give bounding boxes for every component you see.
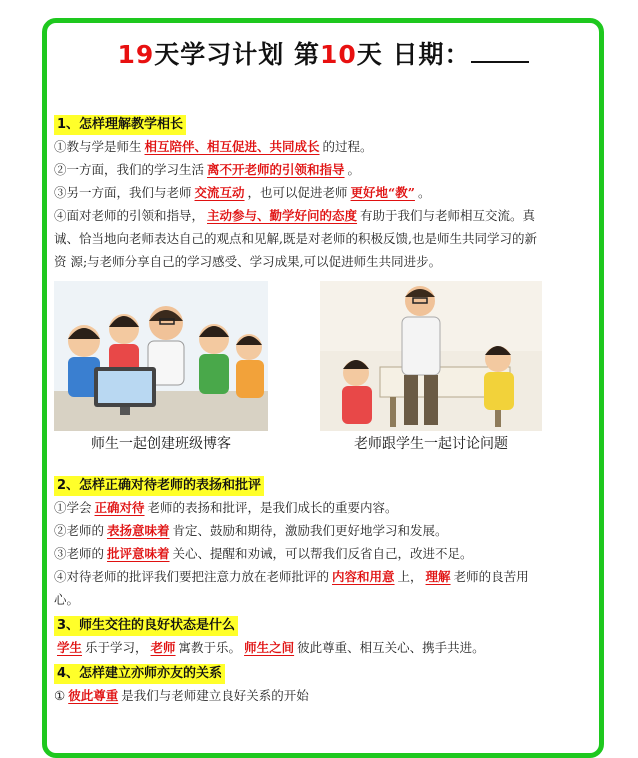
s3-line-1	[54, 636, 546, 659]
s2-l4-mid: 上，	[397, 569, 423, 584]
illustration-class-blog	[54, 281, 268, 452]
discussion-image	[320, 281, 542, 431]
page-title	[47, 35, 599, 71]
s2-l4-answer-1: 内容和用意	[332, 569, 395, 584]
s2-l2-answer: 表扬意味着	[107, 523, 170, 538]
s3-answer-1: 学生	[57, 640, 83, 655]
title-text-2: 天 日期：	[356, 40, 471, 69]
s1-l1-answer: 相互陪伴、相互促进、共同成长	[144, 139, 320, 154]
illustrations	[54, 281, 546, 469]
section-4	[54, 661, 546, 707]
worksheet-content	[54, 112, 546, 707]
s2-line-2	[54, 519, 546, 542]
s3-mid-1: 乐于学习，	[85, 640, 148, 655]
s1-l3-answer-2: 更好地“教”	[350, 185, 415, 200]
section-4-heading: 4、怎样建立亦师亦友的关系	[54, 664, 225, 684]
s3-answer-3: 师生之间	[244, 640, 295, 655]
s2-line-4	[54, 565, 546, 611]
s1-l2-tail: 。	[347, 162, 361, 177]
s1-l2-answer: 离不开老师的引领和指导	[207, 162, 345, 177]
s1-l4-answer: 主动参与、勤学好问的态度	[207, 208, 358, 223]
s3-tail: 彼此尊重、相互关心、携手共进。	[297, 640, 485, 655]
s1-l1-tail: 的过程。	[322, 139, 373, 154]
class-blog-caption: 师生一起创建班级博客	[91, 436, 231, 452]
s4-l1-tail: 是我们与老师建立良好关系的开始	[121, 688, 309, 703]
s2-l4-text: ④对待老师的批评我们要把注意力放在老师批评的	[54, 569, 330, 584]
class-blog-image	[54, 281, 268, 431]
s2-line-3	[54, 542, 546, 565]
s1-l3-mid: ，也可以促进老师	[247, 185, 348, 200]
s2-l3-tail: 关心、提醒和劝诫，可以帮我们反省自己，改进不足。	[172, 546, 473, 561]
s2-l2-tail: 肯定、鼓励和期待，激励我们更好地学习和发展。	[172, 523, 448, 538]
s2-l1-answer: 正确对待	[94, 500, 145, 515]
s2-l3-text: ③老师的	[54, 546, 105, 561]
s2-l1-text: ①学会	[54, 500, 92, 515]
s1-l1-text: ①教与学是师生	[54, 139, 142, 154]
s1-l3-tail: 。	[417, 185, 431, 200]
s1-line-2	[54, 158, 546, 181]
s2-l4-answer-2: 理解	[425, 569, 451, 584]
s1-l4-text: ④面对老师的引领和指导，	[54, 208, 205, 223]
s1-line-1	[54, 135, 546, 158]
section-2-heading: 2、怎样正确对待老师的表扬和批评	[54, 476, 264, 496]
discussion-caption: 老师跟学生一起讨论问题	[354, 436, 508, 452]
s1-line-4	[54, 204, 546, 273]
section-1-heading: 1、怎样理解教学相长	[54, 115, 186, 135]
section-2	[54, 473, 546, 611]
s2-l1-tail: 老师的表扬和批评，是我们成长的重要内容。	[147, 500, 398, 515]
section-1	[54, 112, 546, 273]
s1-l4-tail: 有助于我们与老师相互交流。真 诚、恰当地向老师表达自己的观点和见解,既是对老师的积极反馈,也是师生共同学习的新资 源;与老师分享自己的学习感受、学习成果,可以促进师生共同进步。	[54, 208, 537, 269]
section-3-heading: 3、师生交往的良好状态是什么	[54, 616, 238, 636]
s2-l4-tail: 老师的良苦用心。	[54, 569, 529, 607]
title-text-1: 天学习计划 第	[154, 40, 320, 69]
s4-l1-text: ①	[54, 688, 66, 703]
title-day-number: 10	[320, 40, 357, 69]
s1-l3-answer-1: 交流互动	[194, 185, 245, 200]
date-blank	[471, 41, 529, 63]
s1-l3-text: ③另一方面，我们与老师	[54, 185, 192, 200]
s3-answer-2: 老师	[150, 640, 176, 655]
illustration-discussion	[320, 281, 542, 452]
s2-l3-answer: 批评意味着	[107, 546, 170, 561]
s1-l2-text: ②一方面，我们的学习生活	[54, 162, 205, 177]
s1-line-3	[54, 181, 546, 204]
s2-line-1	[54, 496, 546, 519]
title-day-count: 19	[117, 40, 155, 69]
section-3	[54, 613, 546, 659]
s3-mid-2: 寓教于乐。	[178, 640, 242, 655]
s2-l2-text: ②老师的	[54, 523, 105, 538]
s4-l1-answer: 彼此尊重	[68, 688, 119, 703]
s4-line-1	[54, 684, 546, 707]
